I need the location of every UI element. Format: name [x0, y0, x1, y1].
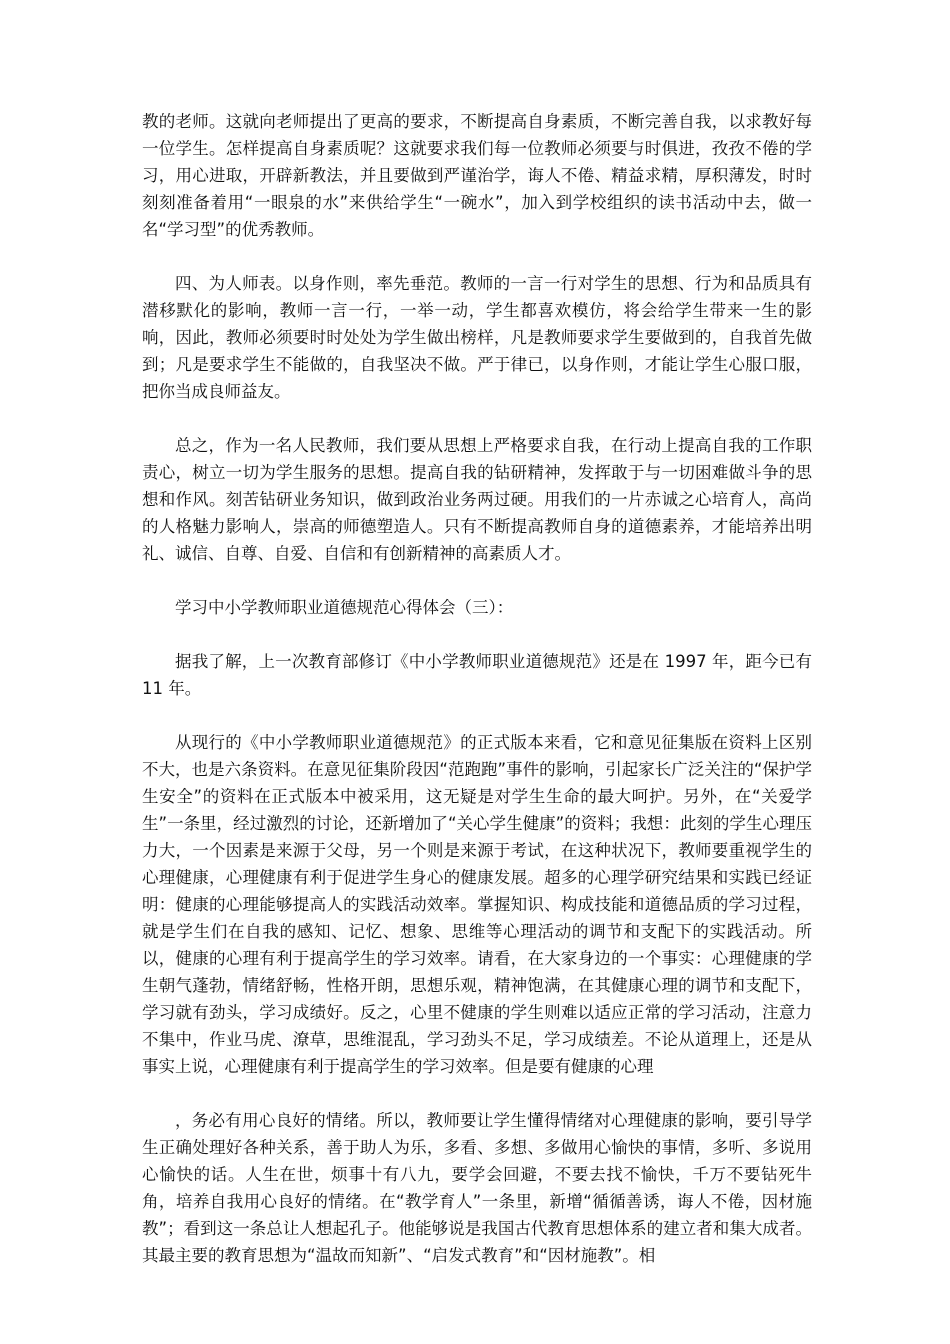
paragraph-revision-history: 据我了解，上一次教育部修订《中小学教师职业道德规范》还是在 1997 年，距今已有 11 年。: [142, 652, 812, 698]
section-heading-part-three: 学习中小学教师职业道德规范心得体会（三）：: [175, 598, 514, 617]
paragraph-mental-health: 从现行的《中小学教师职业道德规范》的正式版本来看，它和意见征集版在资料上区别不大，也是六条资料。在意见征集阶段因“范跑跑”事件的影响，引起家长广泛关注的“保护学生安全”的资料在正式版本中被采用，这无疑是对学生生命的最大呵护。另外，在“关爱学生”一条里，经过激烈的讨论，还新增加了“关心学生健康”的资料；我想：此刻的学生心理压力大，一个因素是来源于父母，另一个则是来源于考试，在这种状况下，教师要重视学生的心理健康，心理健康有利于促进学生身心的健康发展。超多的心理学研究结果和实践已经证明：健康的心理能够提高人的实践活动效率。掌握知识、构成技能和道德品质的学习过程，就是学生们在自我的感知、记忆、想象、思维等心理活动的调节和支配下的实践活动。所以，健康的心理有利于提高学生的学习效率。请看，在大家身边的一个事实：心理健康的学生朝气蓬勃，情绪舒畅，性格开朗，思想乐观，精神饱满，在其健康心理的调节和支配下，学习就有劲头，学习成绩好。反之，心里不健康的学生则难以适应正常的学习活动，注意力不集中，作业马虎、潦草，思维混乱，学习劲头不足，学习成绩差。不论从道理上，还是从事实上说，心理健康有利于提高学生的学习效率。但是要有健康的心理: [142, 733, 812, 1076]
paragraph-conclusion: 总之，作为一名人民教师，我们要从思想上严格要求自我，在行动上提高自我的工作职责心，树立一切为学生服务的思想。提高自我的钻研精神，发挥敢于与一切困难做斗争的思想和作风。刻苦钻研业务知识，做到政治业务两过硬。用我们的一片赤诚之心培育人，高尚的人格魅力影响人，崇高的师德塑造人。只有不断提高教师自身的道德素养，才能培养出明礼、诚信、自尊、自爱、自信和有创新精神的高素质人才。: [142, 436, 812, 563]
paragraph-positive-emotion: ，务必有用心良好的情绪。所以，教师要让学生懂得情绪对心理健康的影响，要引导学生正确处理好各种关系，善于助人为乐，多看、多想、多做用心愉快的事情，多听、多说用心愉快的话。人生在世，烦事十有八九，要学会回避，不要去找不愉快，千万不要钻死牛角，培养自我用心良好的情绪。在“教学育人”一条里，新增“循循善诱，诲人不倦，因材施教”；看到这一条总让人想起孔子。他能够说是我国古代教育思想体系的建立者和集大成者。其最主要的教育思想为“温故而知新”、“启发式教育”和“因材施教”。相: [142, 1111, 812, 1265]
document-body: [142, 108, 812, 1296]
paragraph-lead-by-example: 四、为人师表。以身作则，率先垂范。教师的一言一行对学生的思想、行为和品质具有潜移默化的影响，教师一言一行，一举一动，学生都喜欢模仿，将会给学生带来一生的影响，因此，教师必须要时时处处为学生做出榜样，凡是教师要求学生要做到的，自我首先做到；凡是要求学生不能做的，自我坚决不做。严于律已，以身作则，才能让学生心服口服，把你当成良师益友。: [142, 274, 812, 401]
paragraph-continued-teacher-quality: 教的老师。这就向老师提出了更高的要求，不断提高自身素质，不断完善自我，以求教好每一位学生。怎样提高自身素质呢？这就要求我们每一位教师必须要与时俱进，孜孜不倦的学习，用心进取，开辟新教法，并且要做到严谨治学，诲人不倦、精益求精，厚积薄发，时时刻刻准备着用“一眼泉的水”来供给学生“一碗水”，加入到学校组织的读书活动中去，做一名“学习型”的优秀教师。: [142, 112, 812, 239]
